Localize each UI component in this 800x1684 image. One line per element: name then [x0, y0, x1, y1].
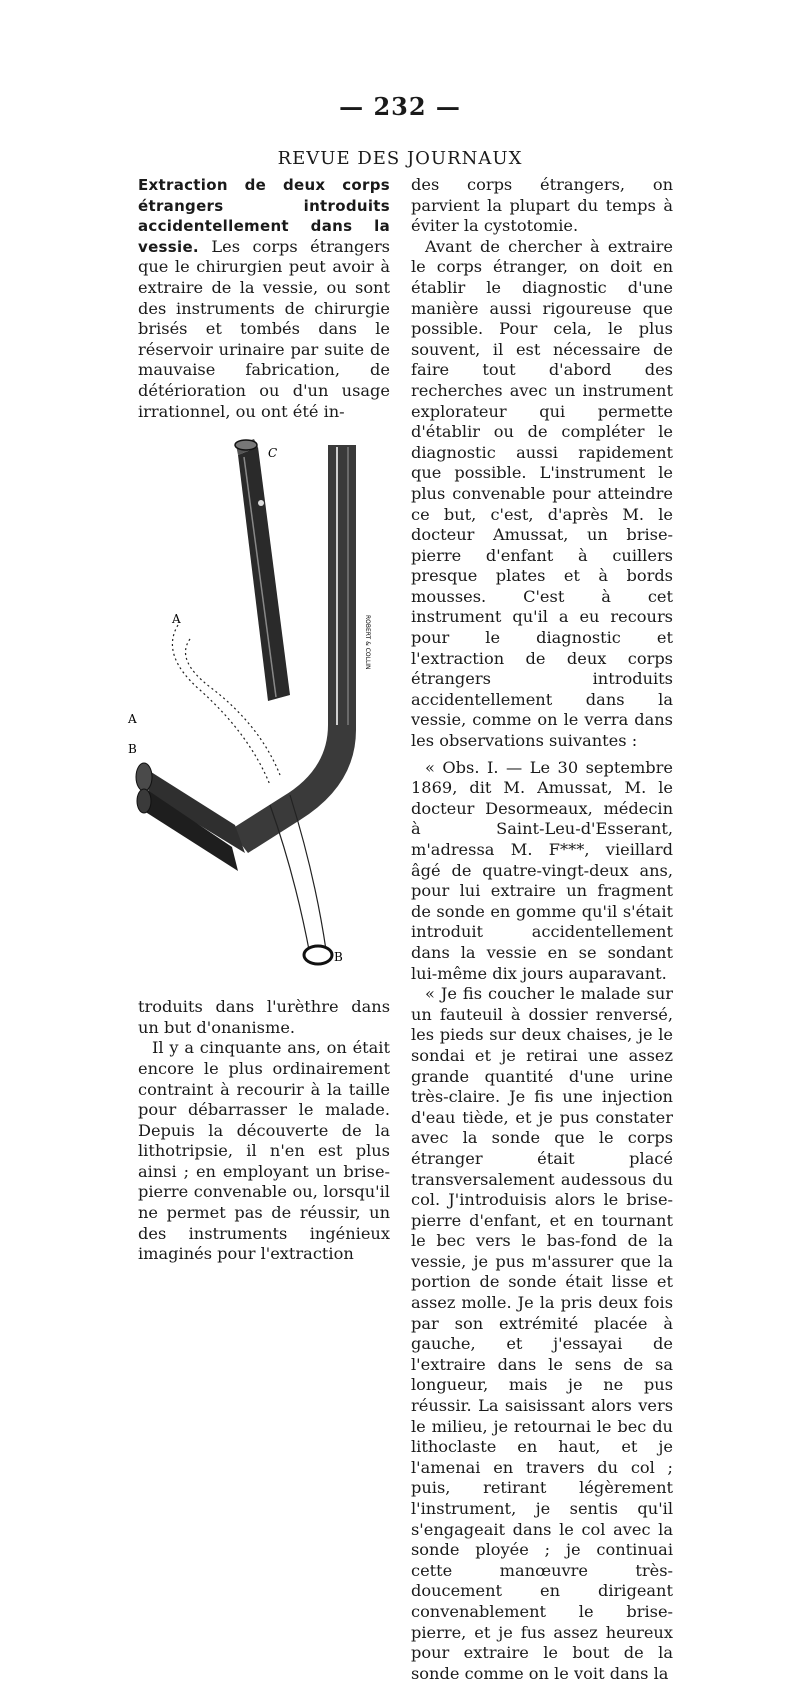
figure-label-a-upper: A: [172, 612, 181, 627]
observation-paragraph: « Je fis coucher le malade sur un fauteuil à dossier renversé, les pieds sur deux chaises, je le sondai et je retirai une assez grande quantité d'une urine très-claire. Je fis une injection d'eau tiède, et je pus constater avec la sonde que le corps étranger était placé transversalement audessous du col. J'introduisis alors le brise-pierre d'enfant, et en tournant le bec vers le bas-fond de la vessie, je pus m'assurer que la portion de sonde était lisse et assez molle. Je la pris deux fois par son extrémité placée à gauche, et j'essayai de l'extraire dans le sens de sa longueur, mais je ne pus réussir. La saisissant alors vers le milieu, je retournai le bec du lithoclaste en haut, et je l'amenai en travers du col ; puis, retirant légèrement l'instrument, je sentis qu'il s'engageait dans le col avec la sonde ployée ; je continuai cette manœuvre très-doucement en dirigeant convenablement le brise-pierre, et je fus assez heureux pour extraire le bout de la sonde comme on le voit dans la: [411, 984, 673, 1683]
left-after-figure-line: troduits dans l'urèthre dans un but d'onanisme.: [138, 997, 390, 1037]
figure-label-b-left: B: [128, 742, 137, 757]
right-column: [411, 175, 673, 1684]
left-column: [128, 175, 390, 1265]
running-head: REVUE DES JOURNAUX: [277, 148, 523, 169]
left-intro-text: Les corps étrangers que le chirurgien peut avoir à extraire de la vessie, ou sont des instruments de chirurgie brisés et tombés dans le réservoir urinaire par suite de mauvaise fabrication, de détérioration ou d'un usage irrationnel, ou ont été in-: [138, 236, 390, 421]
figure-label-c: C: [268, 446, 278, 461]
left-intro-paragraph: [138, 175, 390, 422]
left-paragraph: Il y a cinquante ans, on était encore le plus ordinairement contraint à recourir à la taille pour débarrasser le malade. Depuis la découverte de la lithotripsie, il n'en est plus ainsi ; en employant un brise-pierre convenable ou, lorsqu'il ne permet pas de réussir, un des instruments ingénieux imaginés pour l'extraction: [138, 1038, 390, 1264]
catheter-fragment-drawing: [235, 439, 290, 701]
article-title: Extraction de deux corps étrangers introduits accidentellement dans la vessie.: [138, 176, 390, 256]
figure-label-a-lower: A: [128, 712, 137, 727]
observation-paragraph: « Obs. I. — Le 30 septembre 1869, dit M. Amussat, M. le docteur Desormeaux, médecin à Saint-Leu-d'Esserant, m'adressa M. F***, vieillard âgé de quatre-vingt-deux ans, pour lui extraire un fragment de sonde en gomme qu'il s'était introduit accidentellement dans la vessie en se sondant lui-même dix jours auparavant.: [411, 757, 673, 983]
figure-lithotrite-illustration: [128, 425, 390, 995]
right-paragraph: Avant de chercher à extraire le corps étranger, on doit en établir le diagnostic d'une manière aussi rigoureuse que possible. Pour cela, le plus souvent, il est nécessaire de faire tout d'abord des recherches avec un instrument explorateur qui permette d'établir ou de compléter le diagnostic aussi rapidement que possible. L'instrument le plus convenable pour atteindre ce but, c'est, d'après M. le docteur Amussat, un brise-pierre d'enfant à cuillers presque plates et à bords mousses. C'est à cet instrument qu'il a eu recours pour le diagnostic et l'extraction de deux corps étrangers introduits accidentellement dans la vessie, comme on le verra dans les observations suivantes :: [411, 236, 673, 751]
figure-label-b-right: B: [334, 950, 343, 965]
engraver-credit: ROBERT & COLLIN: [364, 615, 371, 670]
lithotrite-engraving: [130, 425, 400, 995]
right-paragraph: des corps étrangers, on parvient la plupart du temps à éviter la cystotomie.: [411, 175, 673, 236]
page-number: — 232 —: [339, 92, 461, 121]
